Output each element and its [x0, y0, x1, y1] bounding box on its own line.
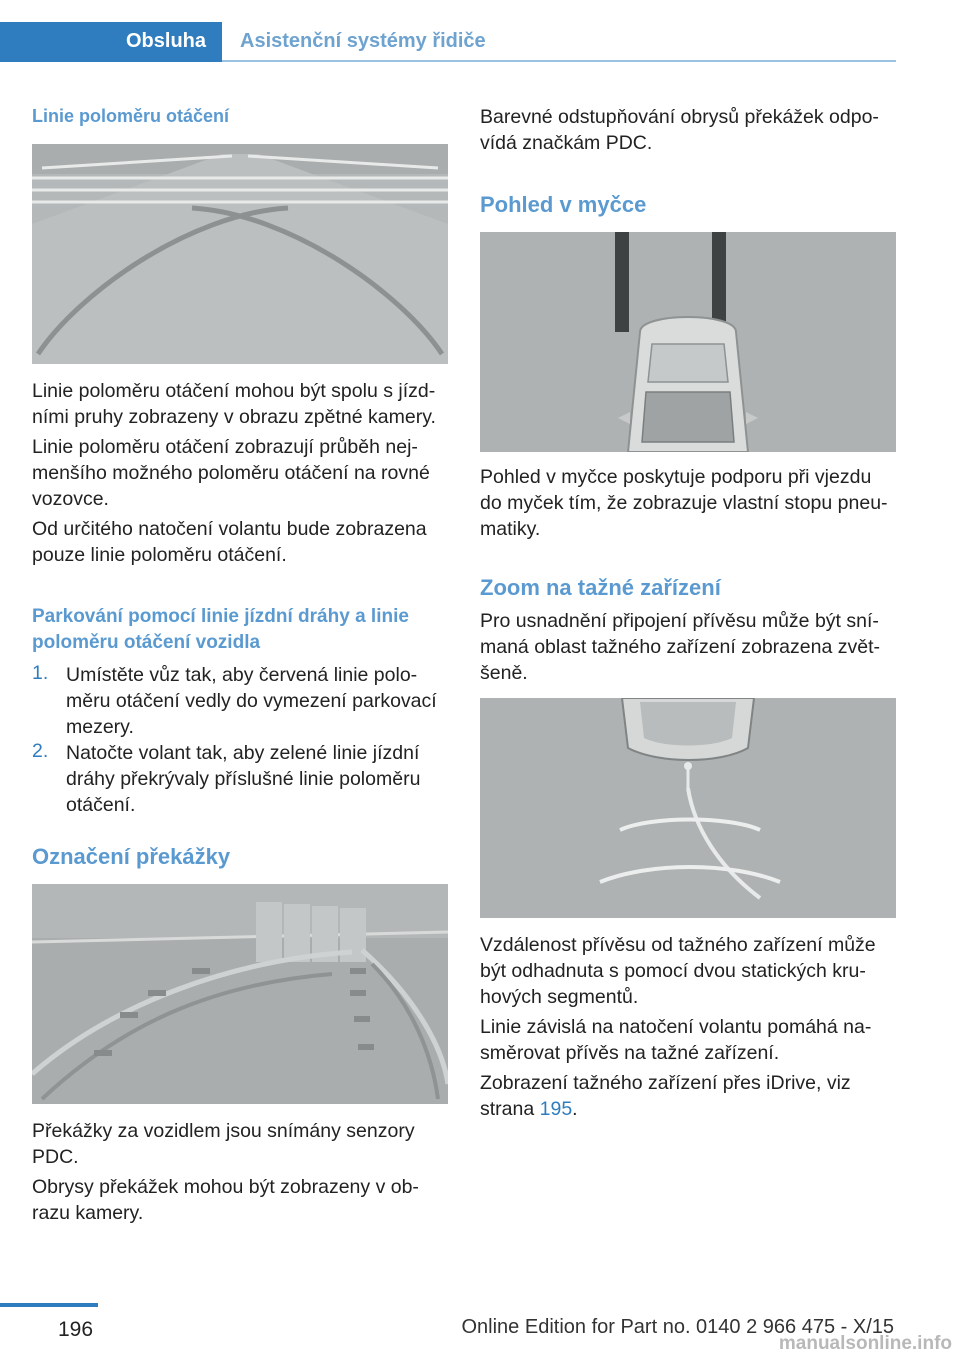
- page-number: 196: [58, 1318, 94, 1341]
- text-line: matiky.: [480, 518, 541, 540]
- step-number: 2.: [32, 740, 49, 762]
- text-line: Umístěte vůz tak, aby červená linie polo-: [66, 664, 418, 686]
- para-turning-1: [32, 378, 448, 430]
- heading-line: poloměru otáčení vozidla: [32, 632, 261, 653]
- text-line: maná oblast tažného zařízení zobrazena zvět-: [480, 636, 880, 658]
- carwash-view-image: [480, 232, 896, 452]
- step-text: [66, 662, 448, 740]
- text-line: menšího možného poloměru otáčení na rovné: [32, 462, 430, 484]
- step-number: 1.: [32, 662, 49, 684]
- footer-rule: [0, 1303, 98, 1307]
- text-line: Pohled v myčce poskytuje podporu při vjezdu: [480, 466, 872, 488]
- page-link[interactable]: 195: [539, 1098, 573, 1120]
- para-turning-3: [32, 516, 448, 568]
- text-line: šeně.: [480, 662, 528, 684]
- text-line: Natočte volant tak, aby zelené linie jízdní: [66, 742, 420, 764]
- text-line: razu kamery.: [32, 1202, 144, 1224]
- text-line: otáčení.: [66, 794, 136, 816]
- heading-tow-zoom: Zoom na tažné zařízení: [480, 575, 721, 600]
- text-line: Od určitého natočení volantu bude zobrazena: [32, 518, 427, 540]
- text-line: Linie poloměru otáčení mohou být spolu s jízd-: [32, 380, 436, 402]
- para-distance: [480, 932, 896, 1010]
- text-line: Linie závislá na natočení volantu pomáhá na-: [480, 1016, 872, 1038]
- text-line: Vzdálenost přívěsu od tažného zařízení může: [480, 934, 876, 956]
- text-line: mezery.: [66, 716, 134, 738]
- para-obstacles-1: [32, 1118, 448, 1170]
- para-idrive: [480, 1070, 896, 1122]
- edition-info: Online Edition for Part no. 0140 2 966 475 - X/15: [461, 1316, 894, 1338]
- text-line: do myček tím, že zobrazuje vlastní stopu pneu-: [480, 492, 888, 514]
- obstacle-marking-image: [32, 884, 448, 1104]
- text-line: hových segmentů.: [480, 986, 639, 1008]
- para-tow-zoom: [480, 608, 896, 686]
- para-turning-2: [32, 434, 448, 512]
- watermark: manualsonline.info: [778, 1333, 952, 1354]
- text-line: měru otáčení vedly do vymezení parkovací: [66, 690, 437, 712]
- text-line: dráhy překrývaly příslušné linie poloměru: [66, 768, 421, 790]
- section-title[interactable]: Asistenční systémy řidiče: [240, 30, 486, 52]
- chapter-tab-label: Obsluha: [125, 30, 206, 52]
- text-line: pouze linie poloměru otáčení.: [32, 544, 287, 566]
- text-line: PDC.: [32, 1146, 79, 1168]
- text-line: být odhadnuta s pomocí dvou statických kru-: [480, 960, 866, 982]
- para-obstacles-2: [32, 1174, 448, 1226]
- text-line: ními pruhy zobrazeny v obrazu zpětné kamery.: [32, 406, 436, 428]
- text-line: vídá značkám PDC.: [480, 132, 653, 154]
- text-line: směrovat přívěs na tažné zařízení.: [480, 1042, 780, 1064]
- text-line: Barevné odstupňování obrysů překážek odpo-: [480, 106, 879, 128]
- heading-line: Parkování pomocí linie jízdní dráhy a linie: [32, 606, 409, 627]
- tow-hitch-image: [480, 698, 896, 918]
- chapter-tab[interactable]: [0, 22, 222, 62]
- heading-carwash: Pohled v myčce: [480, 192, 647, 217]
- heading-turning-radius: Linie poloměru otáčení: [32, 106, 230, 126]
- text-line: Obrysy překážek mohou být zobrazeny v ob-: [32, 1176, 419, 1198]
- text-line: Překážky za vozidlem jsou snímány senzory: [32, 1120, 415, 1142]
- step-text: [66, 740, 448, 818]
- para-color-grading: [480, 104, 896, 156]
- heading-parking: [32, 604, 409, 656]
- text-line: Zobrazení tažného zařízení přes iDrive, viz: [480, 1072, 851, 1094]
- para-carwash: [480, 464, 896, 542]
- header-rule: [222, 60, 896, 62]
- para-steering-line: [480, 1014, 896, 1066]
- turning-radius-image: [32, 144, 448, 364]
- text-fragment: strana: [480, 1098, 540, 1120]
- text-line: Linie poloměru otáčení zobrazují průběh nej-: [32, 436, 418, 458]
- text-fragment: .: [572, 1098, 578, 1120]
- heading-obstacles: Označení překážky: [32, 844, 231, 869]
- text-line: Pro usnadnění připojení přívěsu může být sní-: [480, 610, 879, 632]
- text-line: [480, 1096, 896, 1122]
- text-line: vozovce.: [32, 488, 109, 510]
